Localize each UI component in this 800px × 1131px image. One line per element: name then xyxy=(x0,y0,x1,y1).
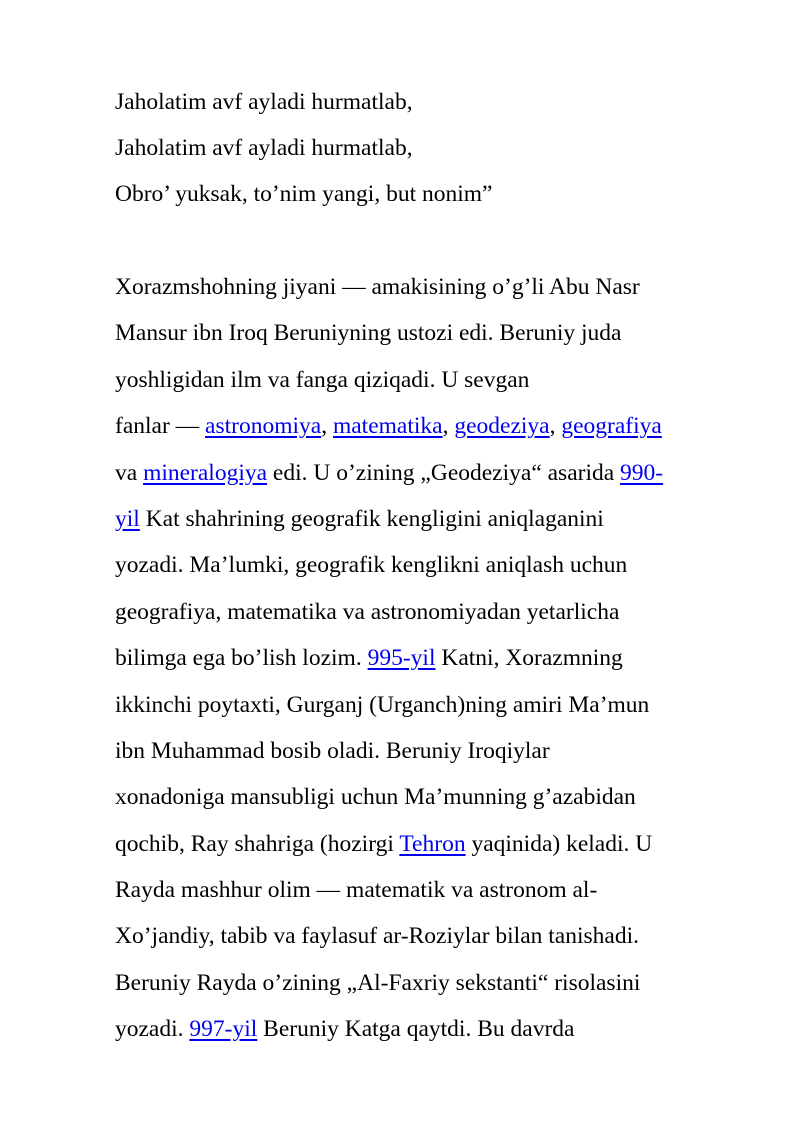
text-run: va xyxy=(115,459,144,486)
text-run: , xyxy=(321,413,333,440)
document-page xyxy=(115,79,755,1053)
text-line xyxy=(115,496,755,542)
wiki-link[interactable]: 997-yil xyxy=(189,1016,258,1043)
text-run: Beruniy Rayda o’zining „Al-Faxriy sekstanti“ risolasini xyxy=(115,969,641,996)
text-run: Mansur ibn Iroq Beruniyning ustozi edi. Beruniy juda xyxy=(115,320,622,347)
text-run: fanlar — xyxy=(115,413,206,440)
text-line xyxy=(115,821,755,867)
text-line xyxy=(115,310,755,356)
text-line xyxy=(115,450,755,496)
text-run: ibn Muhammad bosib oladi. Beruniy Iroqiylar xyxy=(115,737,550,764)
text-run: Xorazmshohning jiyani — amakisining o’g’li Abu Nasr xyxy=(115,274,640,300)
text-line xyxy=(115,1006,755,1052)
text-run: Katni, Xorazmning xyxy=(435,645,623,672)
verse-line: Jaholatim avf ayladi hurmatlab, xyxy=(115,89,413,115)
text-run: qochib, Ray shahriga (hozirgi xyxy=(115,830,400,857)
text-line xyxy=(115,913,755,959)
text-run: Rayda mashhur olim — matematik va astronom al- xyxy=(115,877,598,904)
verse-line: Jaholatim avf ayladi hurmatlab, xyxy=(115,135,413,161)
wiki-link[interactable]: geografiya xyxy=(561,413,662,440)
wiki-link[interactable]: matematika xyxy=(332,413,443,440)
text-run: ikkinchi poytaxti, Gurganj (Urganch)ning amiri Ma’mun xyxy=(115,691,650,718)
text-run: yozadi. Ma’lumki, geografik kenglikni aniqlash uchun xyxy=(115,552,628,579)
text-run: yoshligidan ilm va fanga qiziqadi. U sevgan xyxy=(115,366,530,393)
text-run: , xyxy=(442,413,455,440)
text-line xyxy=(115,774,755,820)
paragraph-gap xyxy=(115,217,755,264)
wiki-link[interactable]: astronomiya xyxy=(205,413,322,440)
text-run: xonadoniga mansubligi uchun Ma’munning g’azabidan xyxy=(115,784,636,811)
text-line xyxy=(115,403,755,449)
text-line xyxy=(115,357,755,403)
wiki-link[interactable]: mineralogiya xyxy=(143,459,268,486)
prose-paragraph xyxy=(115,264,755,1053)
text-run: edi. U o’zining „Geodeziya“ asarida xyxy=(267,459,621,486)
text-run: Kat shahrining geografik kengligini aniqlaganini xyxy=(139,505,604,532)
verse-block xyxy=(115,79,755,217)
text-run: yaqinida) keladi. U xyxy=(465,830,653,857)
text-line xyxy=(115,960,755,1006)
text-line xyxy=(115,589,755,635)
wiki-link[interactable]: geodeziya xyxy=(454,413,550,440)
verse-line: Obro’ yuksak, to’nim yangi, but nonim” xyxy=(115,181,493,207)
text-run: geografiya, matematika va astronomiyadan yetarlicha xyxy=(115,598,620,625)
text-run: Beruniy Katga qaytdi. Bu davrda xyxy=(257,1016,575,1043)
text-line xyxy=(115,728,755,774)
text-run: yozadi. xyxy=(115,1016,190,1043)
wiki-link[interactable]: Tehron xyxy=(399,830,466,857)
wiki-link[interactable]: 990- xyxy=(620,459,664,486)
wiki-link[interactable]: 995-yil xyxy=(367,645,436,672)
text-line xyxy=(115,264,755,310)
text-run: Xo’jandiy, tabib va faylasuf ar-Roziylar bilan tanishadi. xyxy=(115,923,639,950)
text-line xyxy=(115,682,755,728)
text-line xyxy=(115,635,755,681)
wiki-link[interactable]: yil xyxy=(115,505,140,532)
text-run: bilimga ega bo’lish lozim. xyxy=(115,645,368,672)
text-line xyxy=(115,542,755,588)
text-run: , xyxy=(549,413,562,440)
text-line xyxy=(115,867,755,913)
